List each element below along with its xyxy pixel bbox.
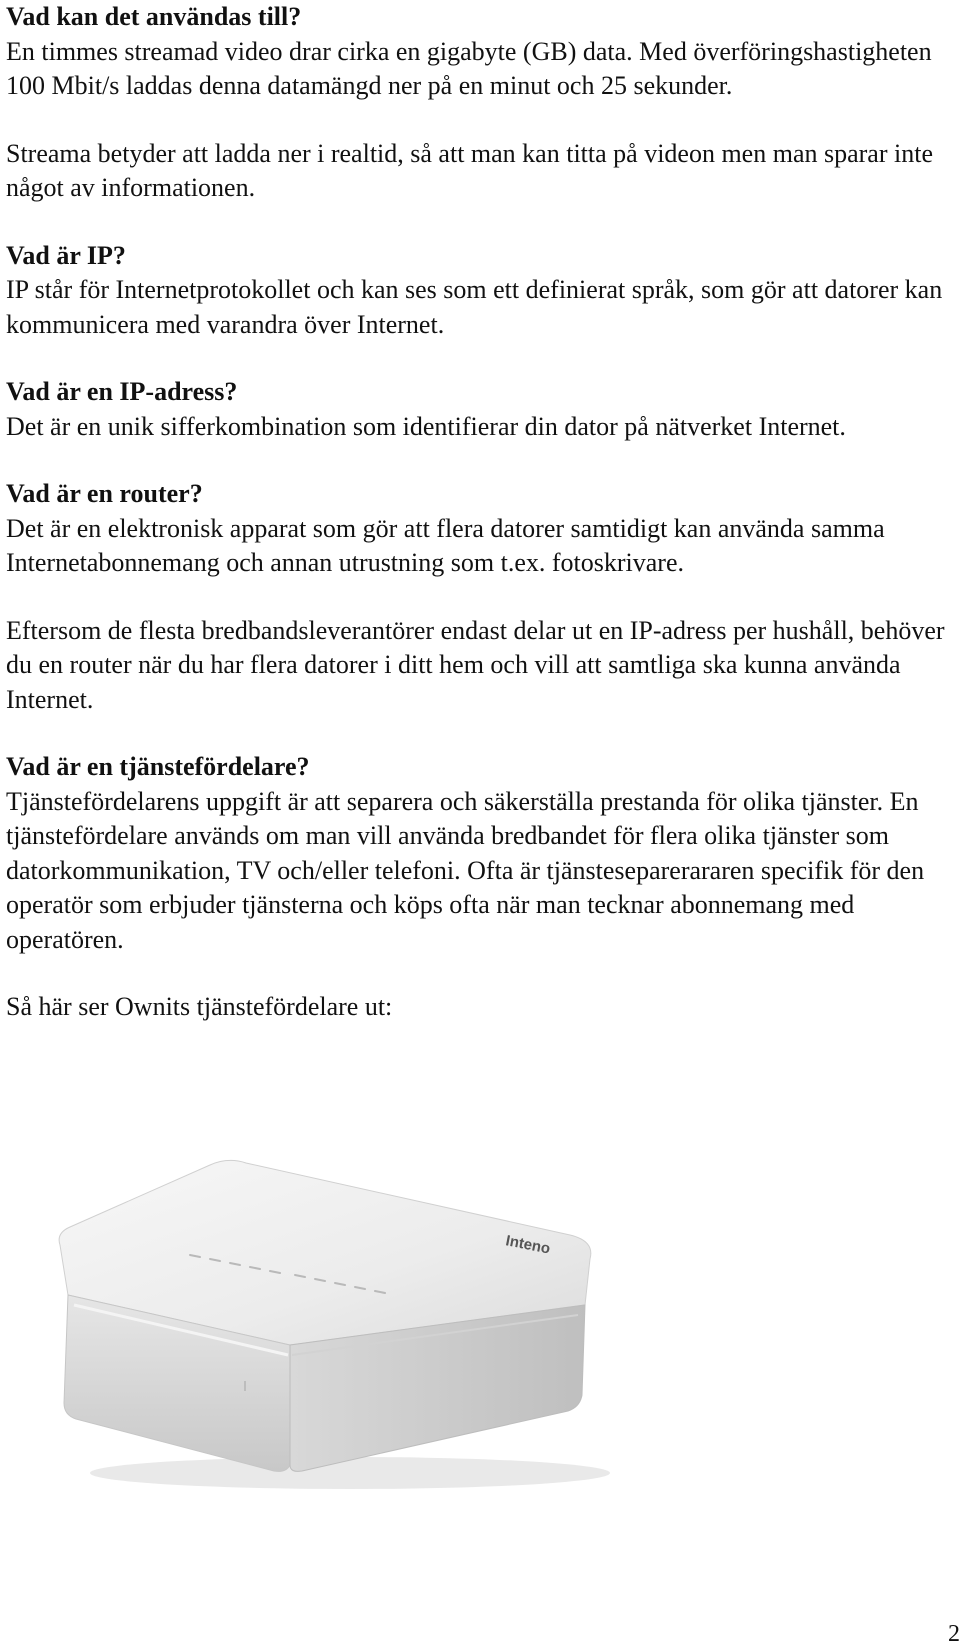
section-heading: Vad är IP? xyxy=(6,240,126,270)
section-ip-address xyxy=(6,375,951,444)
section-heading: Vad är en router? xyxy=(6,479,203,508)
section-figure-caption xyxy=(6,990,951,1025)
brand-label: Inteno xyxy=(504,1232,552,1258)
paragraph: Det är en unik sifferkombination som identifierar din dator på nätverket Internet. xyxy=(6,411,846,441)
router-image xyxy=(50,1155,610,1505)
section-heading: Vad är en IP-adress? xyxy=(6,377,238,406)
section-heading: Vad är en tjänstefördelare? xyxy=(6,752,310,781)
router-illustration xyxy=(50,1155,610,1505)
paragraph: Streama betyder att ladda ner i realtid, så att man kan titta på videon men man sparar inte något av informationen. xyxy=(6,138,933,202)
paragraph: IP står för Internetprotokollet och kan ses som ett definierat språk, som gör att datorer kan kommunicera med varandra över Internet. xyxy=(6,275,943,339)
paragraph: Tjänstefördelarens uppgift är att separera och säkerställa prestanda för olika tjänster. En tjänstefördelare används om man vill använda bredbandet för flera olika tjänster som datorkommunikation, TV och/eller telefoni. Ofta är tjänsteseparerararen specifik för den operatör som erbjuder tjänsterna och köps ofta när man tecknar abonnemang med operatören. xyxy=(6,786,925,954)
section-service-splitter xyxy=(6,750,951,957)
paragraph: En timmes streamad video drar cirka en gigabyte (GB) data. Med överföringshastigheten 100 Mbit/s laddas denna datamängd ner på en minut och 25 sekunder. xyxy=(6,36,932,100)
page-number: 2 xyxy=(948,1621,960,1647)
document-page xyxy=(6,0,951,1058)
section-router xyxy=(6,477,951,717)
paragraph: Det är en elektronisk apparat som gör att flera datorer samtidigt kan använda samma Internetabonnemang och annan utrustning som t.ex. fotoskrivare. xyxy=(6,513,885,577)
section-usage xyxy=(6,0,951,206)
section-ip xyxy=(6,239,951,343)
figure-intro-text: Så här ser Ownits tjänstefördelare ut: xyxy=(6,992,393,1021)
section-heading: Vad kan det användas till? xyxy=(6,2,302,31)
paragraph: Eftersom de flesta bredbandsleverantörer endast delar ut en IP-adress per hushåll, behöver du en router när du har flera datorer i ditt hem och vill att samtliga ska kunna använda Internet. xyxy=(6,615,945,714)
